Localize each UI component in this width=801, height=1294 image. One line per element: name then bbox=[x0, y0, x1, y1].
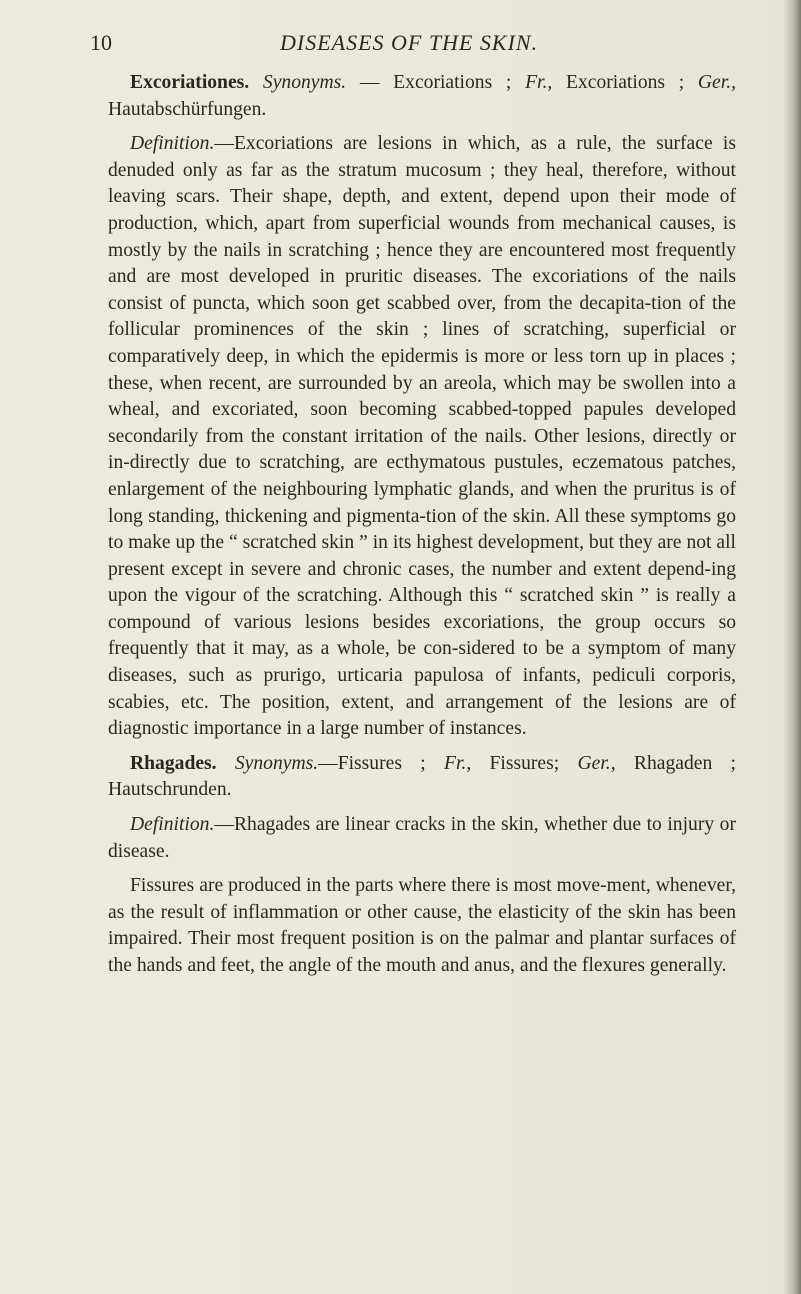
definition-text: —Excoriations are lesions in which, as a rule, the surface is denuded only as far as the stratum mucosum ; they heal, therefore, without leaving scars. Their shape, depth, and extent, depend upon their mode of production, which, apart from superficial wounds from mechanical causes, is mostly by the nails in scratching ; hence they are encountered most frequently and are most developed in pruritic diseases. The excoriations of the nails consist of puncta, which soon get scabbed over, from the decapita-tion of the follicular prominences of the skin ; lines of scratching, superficial or comparatively deep, in which the epidermis is more or less torn up in places ; these, when recent, are surrounded by an areola, which may be swollen into a wheal, and excoriated, soon becoming scabbed-topped papules developed secondarily from the constant irritation of the nails. Other lesions, directly or in-directly due to scratching, are ecthymatous pustules, eczematous patches, enlargement of the neighbouring lymphatic glands, and when the pruritus is of long standing, thickening and pigmenta-tion of the skin. All these symptoms go to make up the “ scratched skin ” in its highest development, but they are not all present except in severe and chronic cases, the number and extent depend-ing upon the vigour of the scratching. Although this “ scratched skin ” is really a compound of various lesions besides excoriations, the group occurs so frequently that it may, as a whole, be con-sidered to be a symptom of many diseases, such as prurigo, urticaria papulosa of infants, pediculi corporis, scabies, etc. The position, extent, and arrangement of the lesions are of diagnostic importance in a large number of instances. bbox=[108, 133, 736, 740]
running-head: DISEASES OF THE SKIN. bbox=[280, 30, 539, 55]
page-number: 10 bbox=[90, 30, 112, 55]
rhagades-paragraph: Fissures are produced in the parts where there is most move-ment, whenever, as the result of inflammation or other cause, the elasticity of the skin has been impaired. Their most frequent position is on the palmar and plantar surfaces of the hands and feet, the angle of the mouth and anus, and the flexures generally. bbox=[108, 875, 736, 976]
ger-label: Ger., bbox=[697, 72, 737, 93]
synonyms-label: Synonyms. bbox=[262, 72, 347, 93]
fr-text: Excoriations ; bbox=[552, 72, 698, 93]
fr-label: Fr., bbox=[525, 72, 553, 93]
page-edge-shadow bbox=[783, 0, 801, 1294]
synonyms-text: — Excoriations ; bbox=[346, 72, 526, 93]
fr-text: Fissures; bbox=[471, 752, 578, 774]
term-rhagades: Rhagades. bbox=[130, 752, 217, 774]
synonyms-text: —Fissures ; bbox=[318, 752, 444, 774]
rhagades-synonyms bbox=[108, 751, 736, 804]
excoriationes-definition bbox=[108, 131, 736, 743]
definition-text: —Rhagades are linear cracks in the skin, whether due to injury or disease. bbox=[108, 814, 736, 862]
definition-label: Definition. bbox=[130, 133, 215, 155]
definition-label: Definition. bbox=[130, 814, 215, 836]
ger-label: Ger., bbox=[577, 752, 616, 774]
fr-label: Fr., bbox=[444, 752, 472, 774]
body-text bbox=[108, 70, 736, 988]
term-excoriationes: Excoriationes. bbox=[130, 72, 250, 93]
ger-text: Rhagaden ; Hautschrunden. bbox=[108, 752, 736, 801]
ger-text: Hautabschürfungen. bbox=[108, 98, 267, 120]
page-header bbox=[90, 30, 730, 60]
excoriationes-synonyms bbox=[108, 70, 736, 123]
synonyms-label: Synonyms. bbox=[234, 752, 319, 774]
rhagades-definition bbox=[108, 812, 736, 865]
